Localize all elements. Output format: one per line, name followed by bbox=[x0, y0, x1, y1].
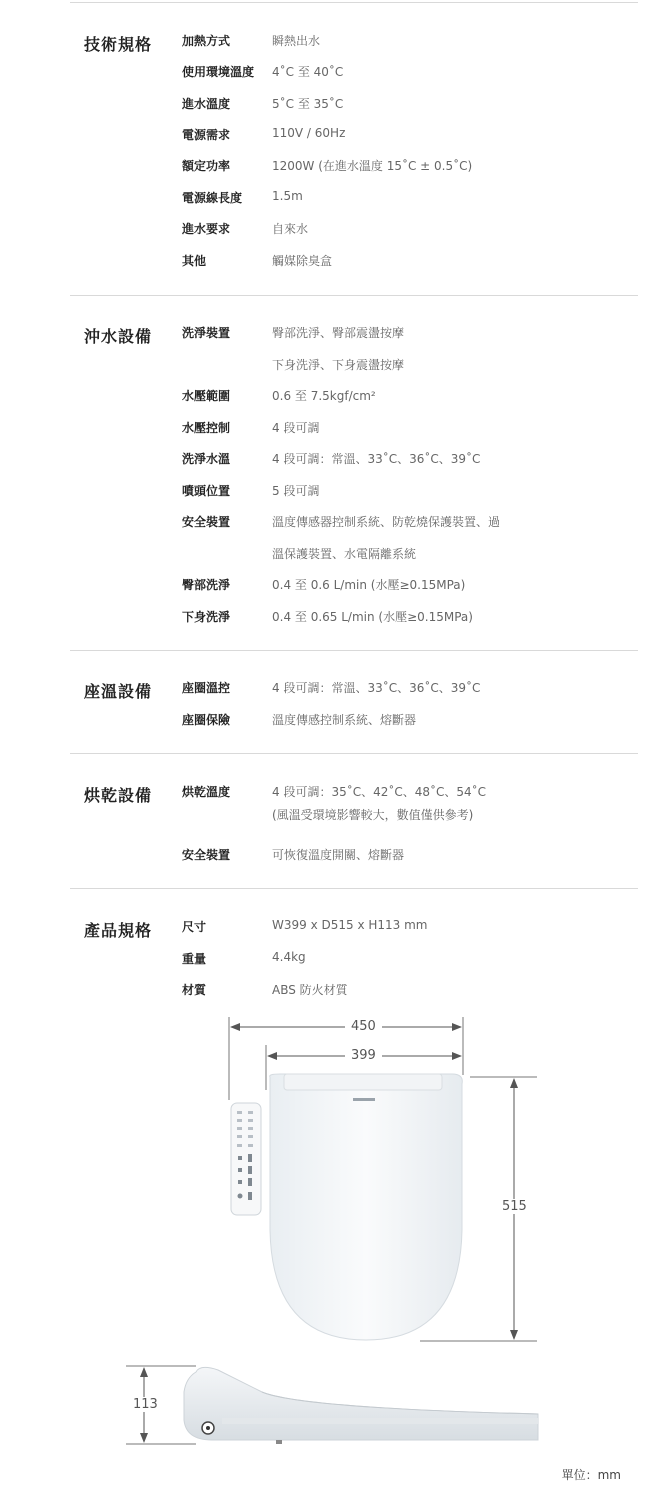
spec-value: W399 x D515 x H113 mm bbox=[272, 918, 428, 932]
remote-control bbox=[231, 1103, 261, 1215]
spec-value: 4 段可調：35˚C、42˚C、48˚C、54˚C bbox=[272, 785, 487, 799]
spec-value: 溫度傳感控制系統、熔斷器 bbox=[272, 713, 417, 727]
dimension-label-399: 399 bbox=[345, 1048, 382, 1063]
spec-label: 洗淨裝置 bbox=[182, 326, 231, 340]
spec-value: 可恢復溫度開關、熔斷器 bbox=[272, 848, 405, 862]
dimension-label-113: 113 bbox=[127, 1397, 164, 1412]
spec-label: 座圈保險 bbox=[182, 713, 231, 727]
toilet-seat-top-view bbox=[270, 1074, 463, 1340]
spec-value: 4 段可調：常溫、33˚C、36˚C、39˚C bbox=[272, 452, 481, 466]
spec-label: 加熱方式 bbox=[182, 34, 231, 48]
spec-value: 5˚C 至 35˚C bbox=[272, 97, 344, 111]
spec-value: 觸媒除臭盒 bbox=[272, 254, 333, 268]
dimension-label-450: 450 bbox=[345, 1019, 382, 1034]
spec-value: 4 段可調 bbox=[272, 421, 320, 435]
dimension-label-515: 515 bbox=[496, 1199, 533, 1214]
section-title-flush: 沖水設備 bbox=[84, 327, 153, 346]
spec-label: 電源需求 bbox=[182, 128, 231, 142]
spec-value: 0.6 至 7.5kgf/cm² bbox=[272, 389, 376, 403]
spec-label: 進水溫度 bbox=[182, 97, 231, 111]
spec-value: 5 段可調 bbox=[272, 484, 320, 498]
spec-value: 臀部洗淨、臀部震盪按摩 bbox=[272, 326, 405, 340]
spec-value: ABS 防火材質 bbox=[272, 983, 348, 997]
spec-value: 0.4 至 0.6 L/min (水壓≥0.15MPa) bbox=[272, 578, 466, 592]
spec-label: 水壓控制 bbox=[182, 421, 231, 435]
spec-label: 安全裝置 bbox=[182, 848, 231, 862]
spec-value: 110V / 60Hz bbox=[272, 126, 346, 140]
spec-label: 水壓範圍 bbox=[182, 389, 231, 403]
spec-label: 洗淨水溫 bbox=[182, 452, 231, 466]
spec-label: 尺寸 bbox=[182, 920, 207, 934]
spec-value: 溫保護裝置、水電隔離系統 bbox=[272, 547, 417, 561]
spec-label: 噴頭位置 bbox=[182, 484, 231, 498]
spec-value: 4 段可調：常溫、33˚C、36˚C、39˚C bbox=[272, 681, 481, 695]
spec-value: 下身洗淨、下身震盪按摩 bbox=[272, 358, 405, 372]
spec-label: 重量 bbox=[182, 952, 207, 966]
spec-label: 下身洗淨 bbox=[182, 610, 231, 624]
toilet-seat-side-view bbox=[184, 1367, 538, 1444]
spec-label: 使用環境溫度 bbox=[182, 65, 255, 79]
spec-value: (風溫受環境影響較大，數值僅供參考) bbox=[272, 808, 474, 822]
spec-label: 電源線長度 bbox=[182, 191, 243, 205]
section-title-product-spec: 產品規格 bbox=[84, 921, 153, 940]
spec-value: 溫度傳感器控制系統、防乾燒保護裝置、過 bbox=[272, 515, 501, 529]
spec-label: 座圈溫控 bbox=[182, 681, 231, 695]
spec-label: 烘乾溫度 bbox=[182, 785, 231, 799]
section-title-tech-spec: 技術規格 bbox=[84, 35, 153, 54]
spec-value: 4.4kg bbox=[272, 950, 306, 964]
spec-value: 自來水 bbox=[272, 222, 309, 236]
spec-value: 0.4 至 0.65 L/min (水壓≥0.15MPa) bbox=[272, 610, 473, 624]
spec-value: 4˚C 至 40˚C bbox=[272, 65, 344, 79]
spec-label: 臀部洗淨 bbox=[182, 578, 231, 592]
spec-label: 額定功率 bbox=[182, 159, 231, 173]
spec-label: 材質 bbox=[182, 983, 207, 997]
section-title-drying: 烘乾設備 bbox=[84, 786, 153, 805]
spec-value: 瞬熱出水 bbox=[272, 34, 321, 48]
spec-label: 其他 bbox=[182, 254, 207, 268]
spec-label: 安全裝置 bbox=[182, 515, 231, 529]
spec-value: 1200W (在進水溫度 15˚C ± 0.5˚C) bbox=[272, 159, 473, 173]
spec-label: 進水要求 bbox=[182, 222, 231, 236]
section-title-seat-temp: 座溫設備 bbox=[84, 682, 153, 701]
unit-label: 單位：mm bbox=[561, 1468, 621, 1482]
spec-value: 1.5m bbox=[272, 189, 303, 203]
